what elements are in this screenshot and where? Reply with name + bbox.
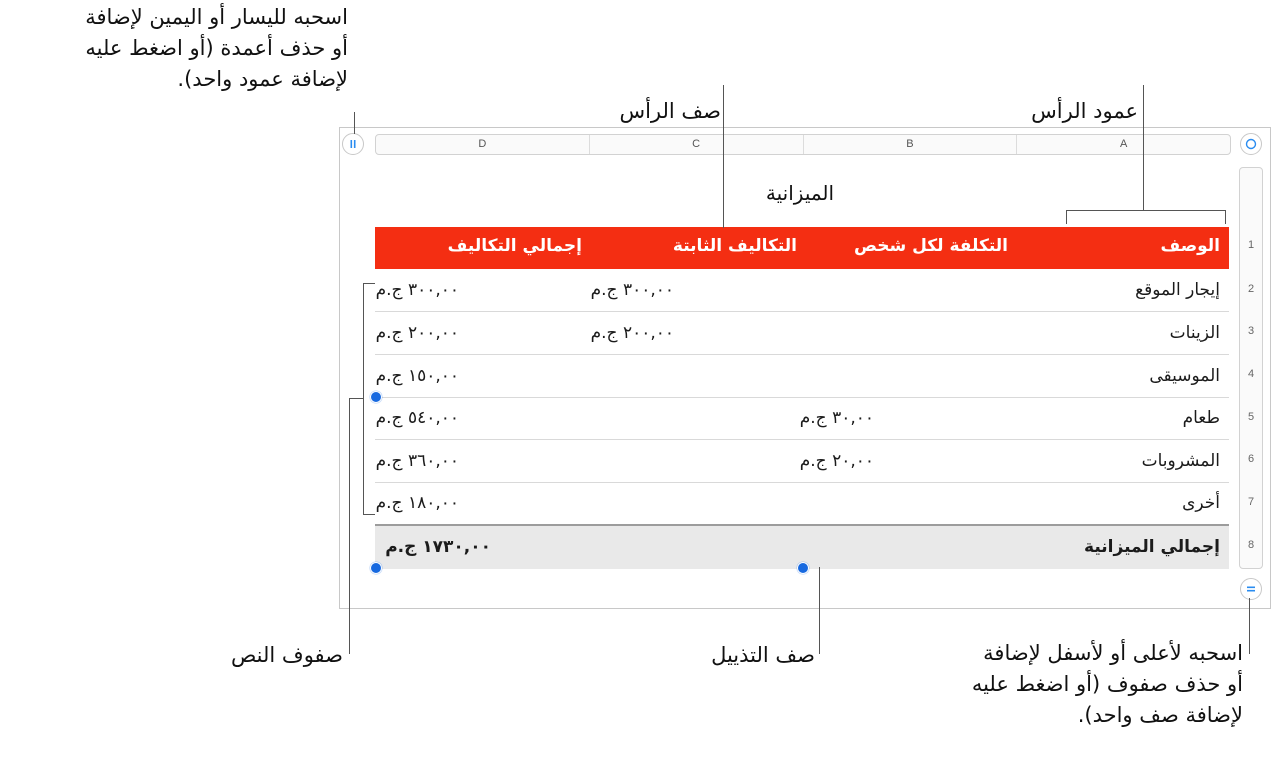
callout-line: لإضافة عمود واحد). (177, 67, 348, 91)
cell-total[interactable]: ٢٠٠,٠٠ ج.م (375, 323, 459, 343)
leader-line (1066, 210, 1067, 224)
cell-per-person[interactable]: ٣٠,٠٠ ج.م (799, 408, 874, 428)
header-cell-fixed[interactable]: التكاليف الثابتة (672, 236, 797, 256)
callout-line: لإضافة صف واحد). (1077, 703, 1243, 727)
row-reference-bar[interactable] (1239, 167, 1263, 569)
column-reference-bar[interactable] (375, 134, 1231, 155)
header-cell-per-person[interactable]: التكلفة لكل شخص (854, 236, 1008, 256)
pause-handle-icon[interactable] (342, 133, 364, 155)
header-row[interactable] (375, 227, 1229, 269)
cell-total[interactable]: ٥٤٠,٠٠ ج.م (375, 408, 459, 428)
cell-per-person[interactable]: ٢٠,٠٠ ج.م (799, 451, 874, 471)
cell-description[interactable]: المشروبات (1141, 451, 1220, 471)
row-number[interactable]: 1 (1247, 239, 1255, 251)
row-number[interactable]: 5 (1247, 411, 1255, 423)
cell-total[interactable]: ١٨٠,٠٠ ج.م (375, 493, 459, 513)
cell-total[interactable]: ٣٠٠,٠٠ ج.م (375, 280, 459, 300)
header-cell-total[interactable]: إجمالي التكاليف (447, 236, 582, 256)
table-title: الميزانية (765, 181, 835, 205)
callout-line: أو حذف أعمدة (أو اضغط عليه (85, 36, 348, 60)
cell-description[interactable]: أخرى (1182, 493, 1220, 513)
leader-line (1066, 210, 1226, 211)
cell-total[interactable]: ٣٦٠,٠٠ ج.م (375, 451, 459, 471)
callout-line: اسحبه لليسار أو اليمين لإضافة (85, 5, 348, 29)
selection-handle[interactable] (370, 562, 382, 574)
leader-line (723, 85, 724, 228)
leader-line (363, 283, 375, 284)
row-number[interactable]: 8 (1247, 539, 1255, 551)
leader-line (819, 567, 820, 654)
cell-description[interactable]: الموسيقى (1149, 366, 1220, 386)
table-row[interactable] (375, 482, 1229, 524)
callout-drag-columns (85, 2, 348, 95)
callout-footer-row: صف التذييل (711, 643, 815, 667)
selection-handle[interactable] (370, 391, 382, 403)
leader-line (354, 112, 355, 134)
row-number[interactable]: 6 (1247, 453, 1255, 465)
callout-header-row: صف الرأس (619, 99, 721, 123)
table-row[interactable] (375, 312, 1229, 355)
table-row[interactable] (375, 355, 1229, 398)
row-number[interactable]: 2 (1247, 283, 1255, 295)
footer-label[interactable]: إجمالي الميزانية (1084, 537, 1220, 557)
table-row[interactable] (375, 397, 1229, 440)
column-letter[interactable]: A (1016, 135, 1230, 154)
callout-header-column: عمود الرأس (1031, 99, 1138, 123)
row-number[interactable]: 4 (1247, 368, 1255, 380)
cell-description[interactable]: إيجار الموقع (1135, 280, 1220, 300)
row-number[interactable]: 7 (1247, 496, 1255, 508)
cell-total[interactable]: ١٥٠,٠٠ ج.م (375, 366, 459, 386)
leader-line (349, 398, 350, 654)
cell-description[interactable]: الزينات (1169, 323, 1220, 343)
callout-drag-rows (972, 638, 1243, 731)
cell-fixed[interactable]: ٣٠٠,٠٠ ج.م (590, 280, 674, 300)
column-letter[interactable]: C (589, 135, 803, 154)
leader-line (349, 398, 364, 399)
leader-line (1249, 598, 1250, 654)
column-letter[interactable]: B (803, 135, 1017, 154)
table-row[interactable] (375, 440, 1229, 483)
selection-handle[interactable] (797, 562, 809, 574)
cell-description[interactable]: طعام (1182, 408, 1220, 428)
callout-body-rows: صفوف النص (230, 643, 343, 667)
equals-handle-icon[interactable] (1240, 578, 1262, 600)
header-cell-description[interactable]: الوصف (1160, 236, 1220, 256)
row-number[interactable]: 3 (1247, 325, 1255, 337)
leader-line (1143, 85, 1144, 211)
leader-line (363, 514, 375, 515)
table-row[interactable] (375, 269, 1229, 312)
cell-fixed[interactable]: ٢٠٠,٠٠ ج.م (590, 323, 674, 343)
callout-line: اسحبه لأعلى أو لأسفل لإضافة (983, 641, 1243, 665)
column-letter[interactable]: D (478, 138, 487, 150)
callout-line: أو حذف صفوف (أو اضغط عليه (971, 672, 1243, 696)
leader-line (363, 283, 364, 515)
circle-icon[interactable] (1240, 133, 1262, 155)
leader-line (1225, 210, 1226, 224)
footer-total[interactable]: ١٧٣٠,٠٠ ج.م (385, 537, 491, 557)
